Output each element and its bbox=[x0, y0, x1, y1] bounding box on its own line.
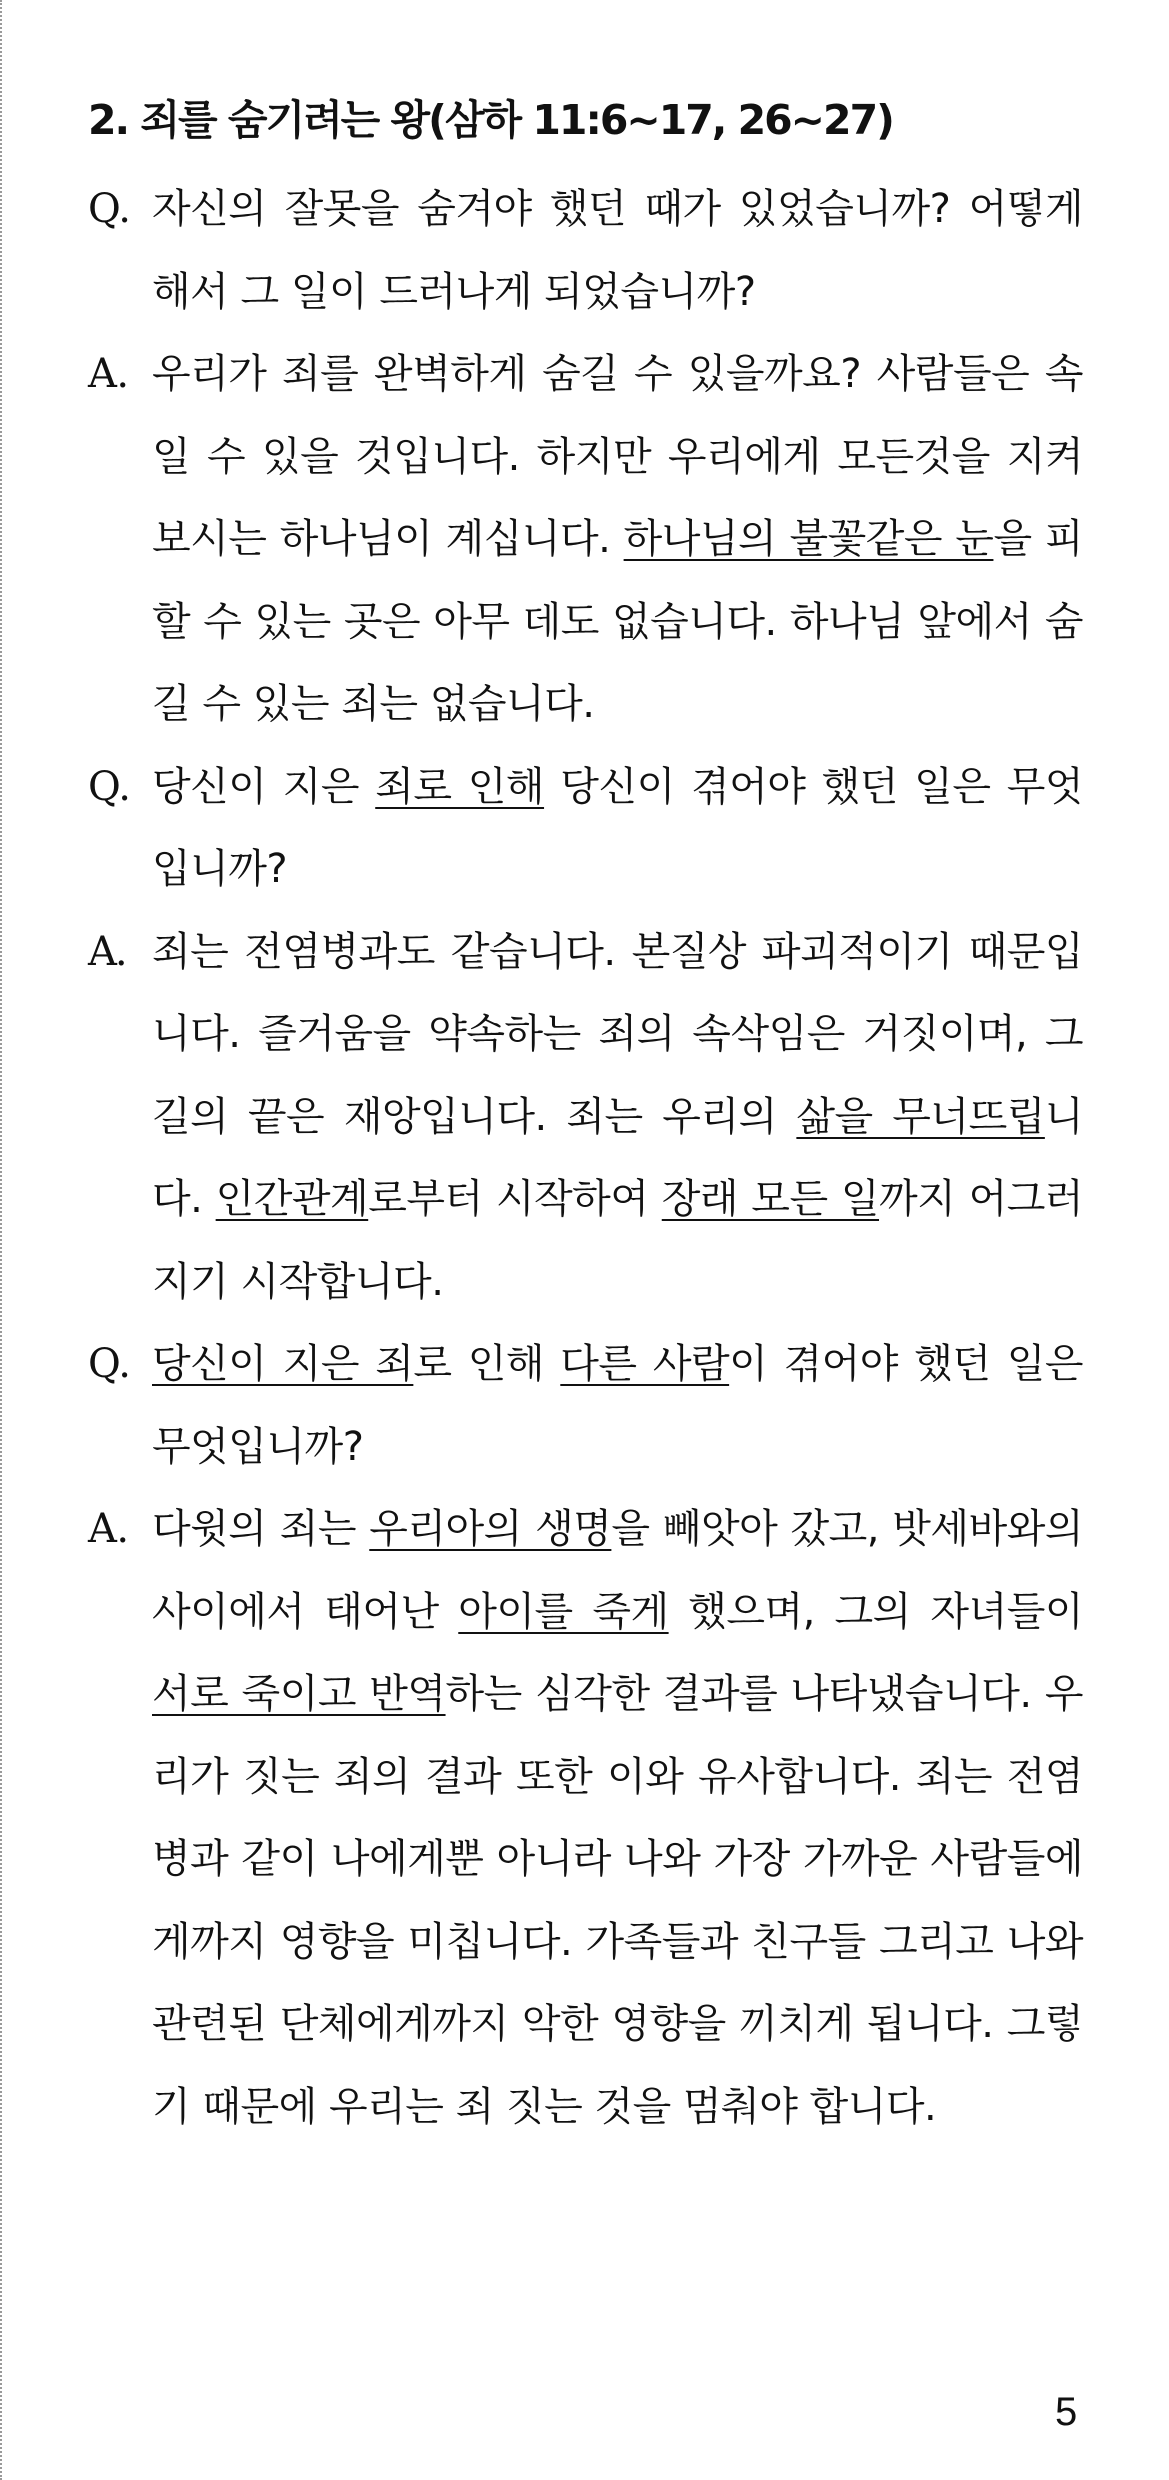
body-text: 자신의 잘못을 숨겨야 했던 때가 있었습니까? 어떻게 해서 그 일이 드러나게 되었습니까? bbox=[152, 186, 1083, 315]
underlined-phrase: 다른 사람 bbox=[560, 1341, 730, 1387]
underlined-phrase: 아이를 죽게 bbox=[458, 1588, 669, 1635]
underlined-phrase: 당신이 지은 죄 bbox=[152, 1341, 414, 1387]
body-text: 까지 어그러지기 시작합니다. bbox=[152, 1176, 1083, 1305]
answer-paragraph bbox=[88, 911, 1083, 1324]
underlined-phrase: 서로 죽이고 반역 bbox=[152, 1671, 446, 1717]
body-text: 했으며, 그의 자녀들이 bbox=[668, 1588, 1083, 1635]
underlined-phrase: 인간관계 bbox=[215, 1176, 369, 1222]
document-page bbox=[88, 80, 1083, 2148]
answer-label: A. bbox=[88, 1506, 129, 1552]
body-text: 을 빼앗아 갔고, 밧세바와의 사이에서 태어난 bbox=[152, 1506, 1083, 1635]
question-label: Q. bbox=[88, 763, 131, 810]
underlined-phrase: 하나님의 불꽃같은 눈 bbox=[623, 516, 994, 562]
underlined-phrase: 죄로 인해 bbox=[375, 763, 545, 810]
body-text: 이 겪어야 했던 일은 무엇입니까? bbox=[152, 1341, 1084, 1470]
underlined-phrase: 장래 모든 일 bbox=[661, 1176, 880, 1222]
page-edge-rule bbox=[0, 0, 2, 2480]
question-paragraph bbox=[88, 1323, 1083, 1488]
answer-paragraph bbox=[88, 333, 1083, 746]
body-text: 을 피할 수 있는 곳은 아무 데도 없습니다. 하나님 앞에서 숨길 수 있는 죄는 없습니다. bbox=[152, 516, 1083, 727]
body-text: 하는 심각한 결과를 나타냈습니다. 우리가 짓는 죄의 결과 또한 이와 유사합니다. 죄는 전염병과 같이 나에게뿐 아니라 나와 가장 가까운 사람들에게까지 영향을 미칩니다. 가족들과 친구들 그리고 나와 관련된 단체에게까지 악한 영향을 끼치게 됩니다. 그렇기 때문에 우리는 죄 짓는 것을 멈춰야 합니다. bbox=[152, 1671, 1083, 2130]
question-paragraph bbox=[88, 746, 1083, 911]
qa-list bbox=[88, 168, 1083, 2148]
question-label: Q. bbox=[88, 1341, 131, 1387]
answer-label: A. bbox=[88, 351, 129, 397]
body-text: 니다. bbox=[152, 1093, 1083, 1222]
body-text: 죄는 전염병과도 같습니다. 본질상 파괴적이기 때문입니다. 즐거움을 약속하는 죄의 속삭임은 거짓이며, 그 길의 끝은 재앙입니다. 죄는 우리의 bbox=[152, 928, 1083, 1140]
body-text: 다윗의 죄는 bbox=[152, 1506, 370, 1552]
page-number: 5 bbox=[1055, 2390, 1078, 2434]
body-text: 로부터 시작하여 bbox=[368, 1176, 662, 1222]
answer-paragraph bbox=[88, 1488, 1083, 2148]
body-text: 당신이 지은 bbox=[152, 763, 376, 810]
answer-label: A. bbox=[88, 928, 126, 975]
body-text: 우리가 죄를 완벽하게 숨길 수 있을까요? 사람들은 속일 수 있을 것입니다. 하지만 우리에게 모든것을 지켜보시는 하나님이 계십니다. bbox=[152, 351, 1083, 562]
question-paragraph bbox=[88, 168, 1083, 333]
body-text: 로 인해 bbox=[413, 1341, 561, 1387]
underlined-phrase: 삶을 무너뜨립 bbox=[796, 1093, 1045, 1140]
section-title: 2. 죄를 숨기려는 왕(삼하 11:6~17, 26~27) bbox=[88, 96, 893, 144]
question-label: Q. bbox=[88, 186, 131, 232]
underlined-phrase: 우리아의 생명 bbox=[369, 1506, 612, 1552]
body-text: 당신이 겪어야 했던 일은 무엇입니까? bbox=[152, 763, 1083, 892]
